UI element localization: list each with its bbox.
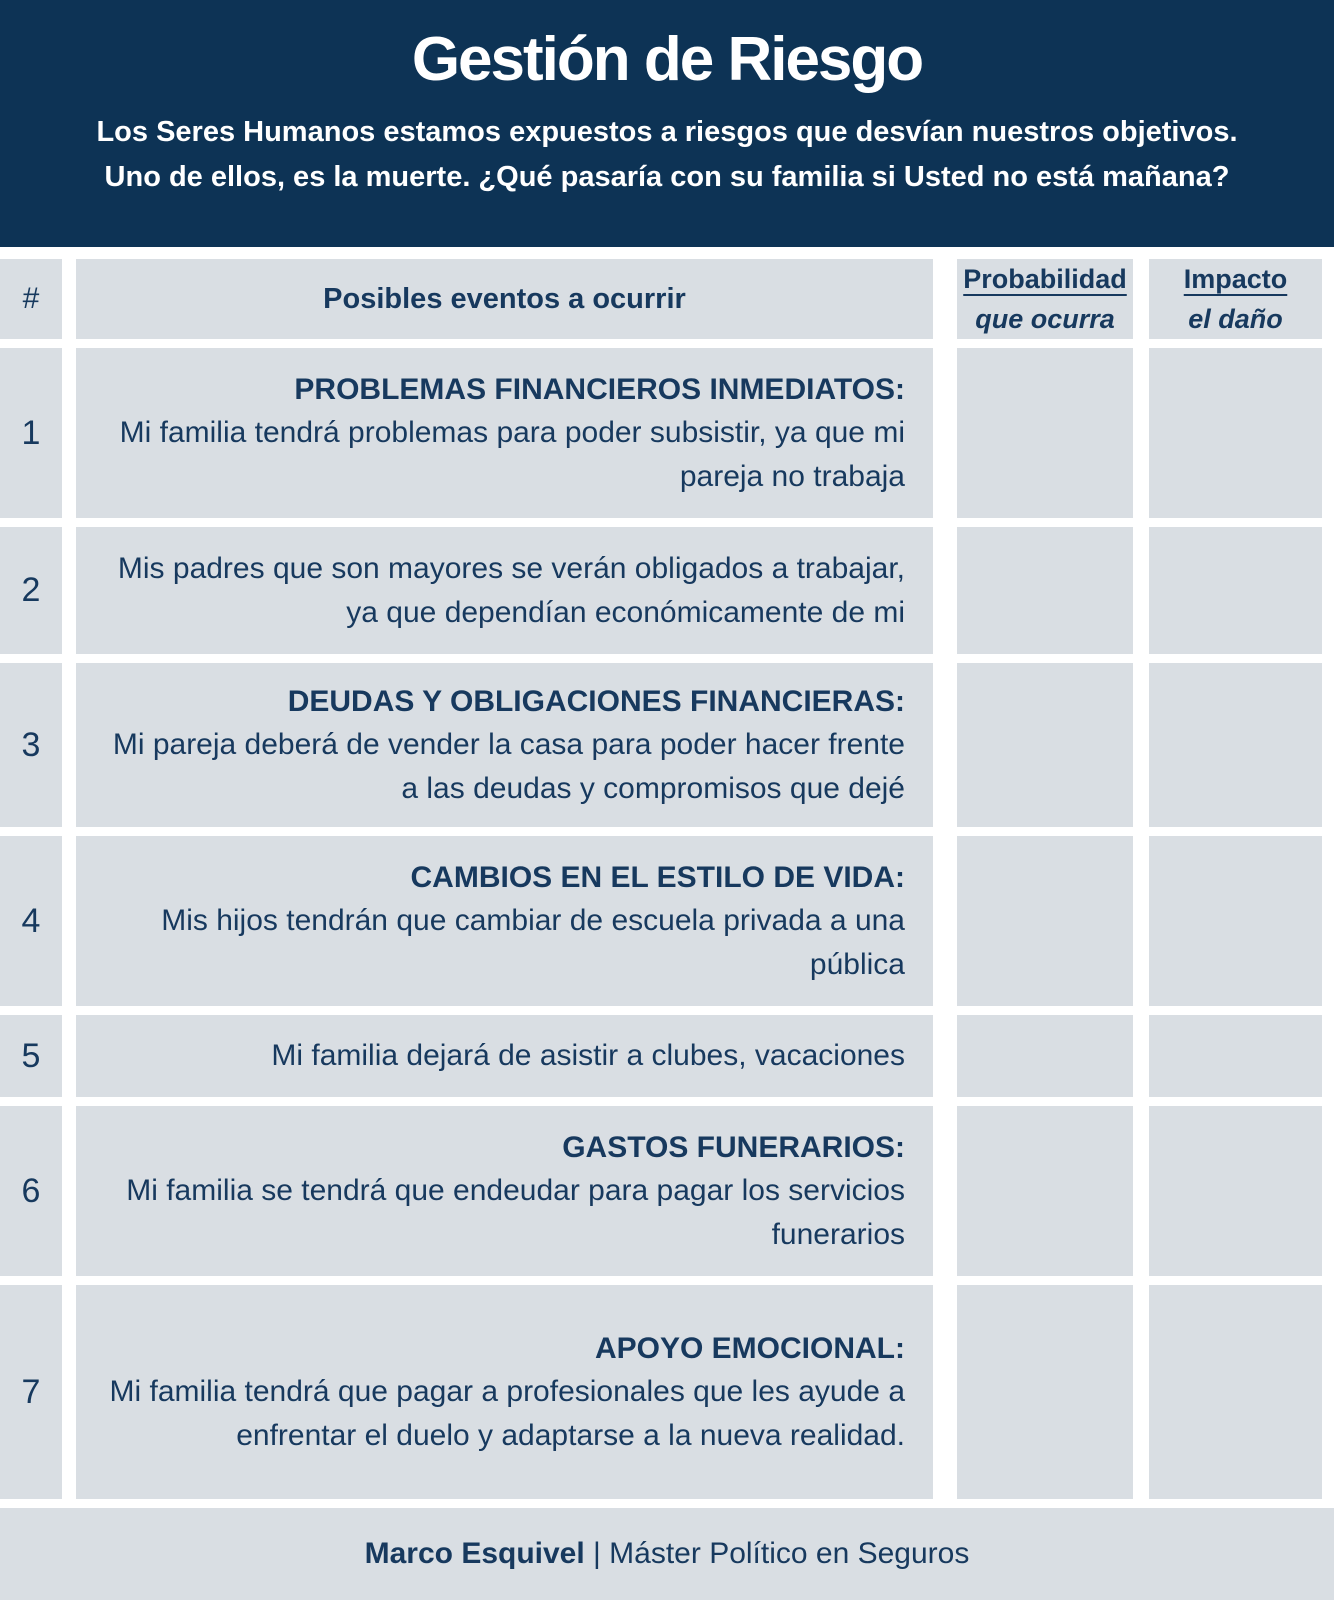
probability-sublabel: que ocurra (975, 304, 1115, 334)
probability-cell[interactable] (957, 663, 1133, 827)
event-text: Mi familia tendrá problemas para poder subsistir, ya que mi pareja no trabaja (119, 416, 905, 493)
table-row (0, 348, 1334, 518)
event-text: Mi familia se tendrá que endeudar para pagar los servicios funerarios (126, 1174, 905, 1251)
row-number: 1 (0, 348, 62, 518)
column-header-events: Posibles eventos a ocurrir (76, 259, 933, 339)
impact-cell[interactable] (1149, 1285, 1322, 1499)
event-text: Mi pareja deberá de vender la casa para poder hacer frente a las deudas y compromisos que dejé (112, 728, 905, 805)
probability-cell[interactable] (957, 1015, 1133, 1097)
footer-credential: Máster Político en Seguros (609, 1537, 970, 1570)
impact-label: Impacto (1183, 263, 1288, 294)
table-row (0, 527, 1334, 654)
event-cell (76, 836, 933, 1006)
event-text: Mis padres que son mayores se verán obligados a trabajar, ya que dependían económicamente de mi (117, 552, 905, 629)
column-header-number: # (0, 259, 62, 339)
table-header-row (0, 259, 1334, 339)
probability-cell[interactable] (957, 348, 1133, 518)
row-number: 5 (0, 1015, 62, 1097)
footer-author: Marco Esquivel (364, 1537, 585, 1570)
impact-cell[interactable] (1149, 527, 1322, 654)
event-text: Mis hijos tendrán que cambiar de escuela privada a una pública (161, 904, 905, 981)
table-row (0, 1285, 1334, 1499)
event-cell (76, 348, 933, 518)
table-row (0, 1106, 1334, 1276)
event-title: APOYO EMOCIONAL: (594, 1331, 905, 1365)
probability-cell[interactable] (957, 836, 1133, 1006)
row-number: 2 (0, 527, 62, 654)
footer-bar (0, 1508, 1334, 1600)
event-title: DEUDAS Y OBLIGACIONES FINANCIERAS: (287, 684, 905, 718)
row-number: 7 (0, 1285, 62, 1499)
impact-cell[interactable] (1149, 1015, 1322, 1097)
impact-sublabel: el daño (1188, 304, 1283, 334)
row-number: 4 (0, 836, 62, 1006)
event-cell (76, 1015, 933, 1097)
event-cell (76, 527, 933, 654)
probability-label: Probabilidad (963, 263, 1127, 294)
footer-separator: | (584, 1537, 610, 1570)
subtitle-line-2: Uno de ellos, es la muerte. ¿Qué pasaría con su familia si Usted no está mañana? (104, 161, 1230, 194)
event-text: Mi familia tendrá que pagar a profesionales que les ayude a enfrentar el duelo y adaptarse a la nueva realidad. (109, 1375, 905, 1452)
page-title: Gestión de Riesgo (411, 25, 923, 94)
impact-cell[interactable] (1149, 348, 1322, 518)
table-row (0, 1015, 1334, 1097)
column-header-impact (1149, 259, 1322, 339)
event-cell (76, 1106, 933, 1276)
row-number: 6 (0, 1106, 62, 1276)
page-subtitle (0, 110, 1334, 200)
probability-cell[interactable] (957, 1285, 1133, 1499)
table-row (0, 663, 1334, 827)
impact-cell[interactable] (1149, 836, 1322, 1006)
column-header-probability (957, 259, 1133, 339)
event-title: CAMBIOS EN EL ESTILO DE VIDA: (410, 860, 905, 894)
table-row (0, 836, 1334, 1006)
impact-cell[interactable] (1149, 1106, 1322, 1276)
event-cell (76, 1285, 933, 1499)
probability-cell[interactable] (957, 527, 1133, 654)
probability-cell[interactable] (957, 1106, 1133, 1276)
row-number: 3 (0, 663, 62, 827)
impact-cell[interactable] (1149, 663, 1322, 827)
hero-banner (0, 0, 1334, 247)
event-cell (76, 663, 933, 827)
event-title: GASTOS FUNERARIOS: (562, 1130, 905, 1164)
risk-table (0, 259, 1334, 1499)
event-title: PROBLEMAS FINANCIEROS INMEDIATOS: (294, 372, 905, 406)
subtitle-line-1: Los Seres Humanos estamos expuestos a riesgos que desvían nuestros objetivos. (96, 116, 1238, 149)
event-text: Mi familia dejará de asistir a clubes, vacaciones (271, 1039, 905, 1073)
